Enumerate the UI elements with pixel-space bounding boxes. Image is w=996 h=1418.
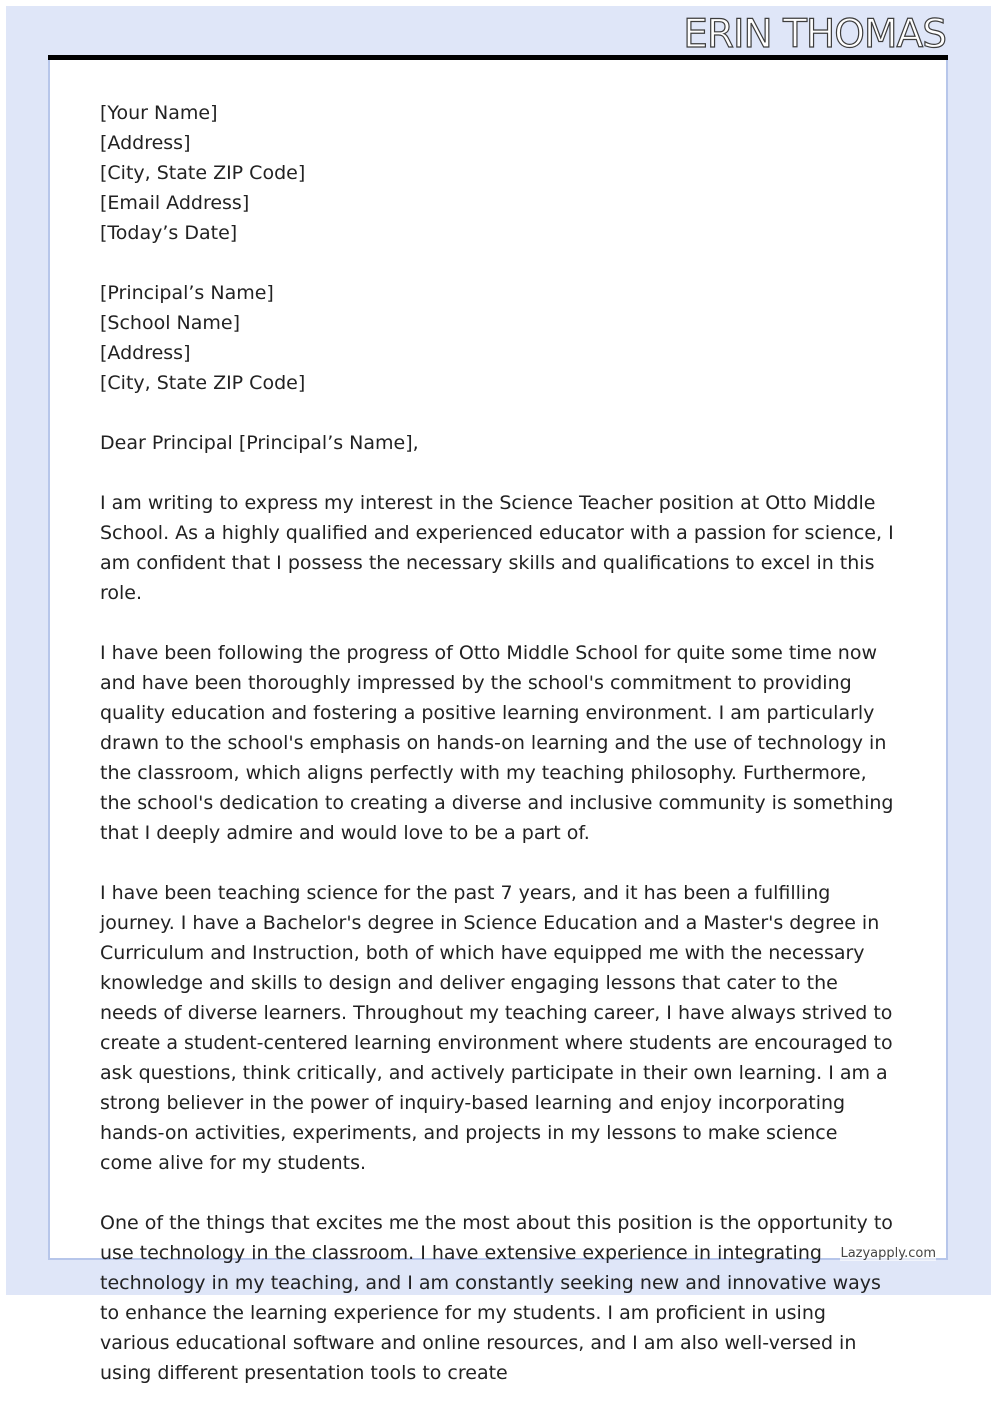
body-paragraph-2: I have been following the progress of Otto Middle School for quite some time now and have been thoroughly impressed by the school's commitment to providing quality education and fostering a positive learning environment. I am particularly drawn to the school's emphasis on hands-on learning and the use of technology in the classroom, which aligns perfectly with my teaching philosophy. Furthermore, the school's dedication to creating a diverse and inclusive community is something that I deeply admire and would love to be a part of. xyxy=(100,642,894,844)
sender-email: [Email Address] xyxy=(100,192,250,214)
header-name: ERIN THOMAS xyxy=(683,12,946,57)
body-paragraph-4: One of the things that excites me the most about this position is the opportunity to use technology in the classroom. I have extensive experience in integrating technology in my teaching, and I am constantly seeking new and innovative ways to enhance the learning experience for my students. I am proficient in using various educational software and online resources, and I am also well-versed in using different presentation tools to create xyxy=(100,1212,893,1384)
recipient-city-state-zip: [City, State ZIP Code] xyxy=(100,372,306,394)
sender-block xyxy=(100,98,900,248)
sender-address: [Address] xyxy=(100,132,191,154)
body-paragraph-1: I am writing to express my interest in the Science Teacher position at Otto Middle School. As a highly qualified and experienced educator with a passion for science, I am confident that I possess the necessary skills and qualifications to excel in this role. xyxy=(100,492,894,604)
sender-name: [Your Name] xyxy=(100,102,218,124)
recipient-school: [School Name] xyxy=(100,312,240,334)
recipient-name: [Principal’s Name] xyxy=(100,282,274,304)
salutation: Dear Principal [Principal’s Name], xyxy=(100,432,419,454)
sender-city-state-zip: [City, State ZIP Code] xyxy=(100,162,306,184)
watermark: Lazyapply.com xyxy=(840,1246,936,1261)
recipient-address: [Address] xyxy=(100,342,191,364)
letter-body xyxy=(100,98,900,1418)
letter-date: [Today’s Date] xyxy=(100,222,238,244)
recipient-block xyxy=(100,278,900,398)
body-paragraph-3: I have been teaching science for the past 7 years, and it has been a fulfilling journey. I have a Bachelor's degree in Science Education and a Master's degree in Curriculum and Instruction, both of which have equipped me with the necessary knowledge and skills to design and deliver engaging lessons that cater to the needs of diverse learners. Throughout my teaching career, I have always strived to create a student-centered learning environment where students are encouraged to ask questions, think critically, and actively participate in their own learning. I am a strong believer in the power of inquiry-based learning and enjoy incorporating hands-on activities, experiments, and projects in my lessons to make science come alive for my students. xyxy=(100,882,893,1174)
